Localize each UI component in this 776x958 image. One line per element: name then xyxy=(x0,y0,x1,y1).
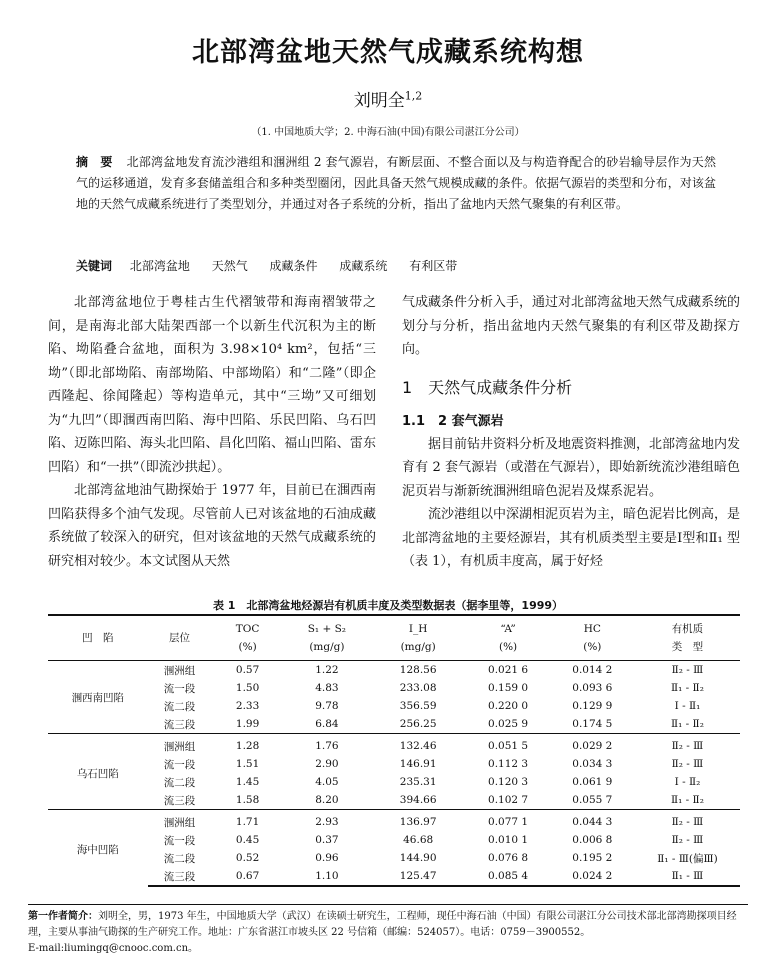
table-cell: 流三段 xyxy=(148,867,212,886)
author-line xyxy=(0,86,776,111)
body-paragraph: 气成藏条件分析入手，通过对北部湾盆地天然气成藏系统的划分与分析，指出盆地内天然气聚集的有利区带及勘探方向。 xyxy=(402,295,741,357)
table-cell: 0.129 9 xyxy=(572,700,613,712)
table-cell: 涠洲组 xyxy=(148,810,212,832)
table-header-cell xyxy=(211,615,283,661)
keyword: 成藏系统 xyxy=(339,259,388,273)
footnote xyxy=(28,904,748,957)
table-cell: 0.014 2 xyxy=(572,664,613,676)
header-label: TOC xyxy=(235,623,260,635)
header-label: S₁ + S₂ xyxy=(307,623,347,635)
left-column xyxy=(48,291,376,573)
abstract-label: 摘 要 xyxy=(76,155,113,169)
table-cell: 1.58 xyxy=(235,794,260,806)
subsection-heading: 1.1 2 套气源岩 xyxy=(402,413,504,429)
header-label: “A” xyxy=(500,623,516,635)
table-cell: 2.33 xyxy=(235,700,260,712)
table-cell: 0.195 2 xyxy=(572,852,613,864)
table-cell: 6.84 xyxy=(315,718,339,730)
table-cell: 流三段 xyxy=(163,718,196,731)
table-header-cell xyxy=(370,615,466,661)
table-header-cell xyxy=(48,615,148,661)
table-cell: 1.71 xyxy=(211,810,283,832)
table-cell: 0.37 xyxy=(315,834,339,846)
table-header-row xyxy=(48,615,740,661)
header-label: 凹 陷 xyxy=(82,632,114,644)
header-unit: (%) xyxy=(498,641,518,653)
table-cell: 0.051 5 xyxy=(466,734,549,756)
table-row xyxy=(48,755,740,773)
depression-cell: 乌石凹陷 xyxy=(48,734,148,810)
table-cell: 1.50 xyxy=(235,682,260,694)
table-cell: Ⅱ₂ - Ⅲ xyxy=(635,734,740,756)
table-row xyxy=(48,679,740,697)
table-cell: 4.83 xyxy=(315,682,339,694)
keywords xyxy=(76,257,475,274)
table-cell: 0.57 xyxy=(235,664,260,676)
table-cell: 46.68 xyxy=(403,834,434,846)
footnote-label: 第一作者简介： xyxy=(28,911,98,922)
table-cell: 0.174 5 xyxy=(572,718,613,730)
table-cell: 1.22 xyxy=(315,664,339,676)
table-cell: 256.25 xyxy=(399,718,437,730)
table-cell: 146.91 xyxy=(399,758,437,770)
keywords-label: 关键词 xyxy=(76,259,113,273)
table-cell: 1.76 xyxy=(284,734,370,756)
table-cell: Ⅰ - Ⅱ₁ xyxy=(674,700,701,712)
table-cell: 2.90 xyxy=(315,758,339,770)
footnote-text: 刘明全，男，1973 年生，中国地质大学（武汉）在读硕士研究生，工程师，现任中海石油（中国）有限公司湛江分公司技术部北部湾勘探项目经理，主要从事油气勘探的生产研究工作。地址：广东省湛江市坡头区 22 号信箱（邮编：524057）。电话：0759－3900552。 xyxy=(28,911,737,938)
table-cell: 0.159 0 xyxy=(488,682,529,694)
table-cell: Ⅱ₂ - Ⅲ xyxy=(671,834,704,846)
author-affiliation-marks: 1,2 xyxy=(404,89,423,103)
table-cell: 流二段 xyxy=(163,776,196,789)
table-cell: 0.006 8 xyxy=(572,834,613,846)
table-cell: Ⅰ - Ⅱ₂ xyxy=(674,776,701,788)
table-row xyxy=(48,867,740,886)
section-heading: 1 天然气成藏条件分析 xyxy=(402,377,573,397)
table-row xyxy=(48,773,740,791)
table-cell: 0.029 2 xyxy=(550,734,635,756)
table-cell: 0.220 0 xyxy=(488,700,529,712)
table-cell: 涠洲组 xyxy=(163,664,196,677)
table-cell: 233.08 xyxy=(399,682,437,694)
table-cell: Ⅱ₂ - Ⅲ xyxy=(635,810,740,832)
table-cell: 流一段 xyxy=(163,758,196,771)
keyword: 有利区带 xyxy=(409,259,458,273)
table-row xyxy=(48,791,740,810)
affiliation: （1. 中国地质大学；2. 中海石油(中国)有限公司湛江分公司） xyxy=(251,127,525,138)
table-cell: 394.66 xyxy=(399,794,437,806)
keyword: 天然气 xyxy=(211,259,248,273)
table-cell: 2.93 xyxy=(284,810,370,832)
table-cell: 0.061 9 xyxy=(572,776,613,788)
keyword: 成藏条件 xyxy=(269,259,318,273)
table-cell: Ⅱ₁ - Ⅲ xyxy=(635,867,740,886)
header-label: 层位 xyxy=(169,632,190,644)
table-header-cell xyxy=(466,615,549,661)
table-cell: 0.044 3 xyxy=(550,810,635,832)
table-cell: 128.56 xyxy=(399,664,437,676)
table-cell: 流一段 xyxy=(163,682,196,695)
table-row xyxy=(48,849,740,867)
table-cell: 0.024 2 xyxy=(550,867,635,886)
table-cell: 8.20 xyxy=(315,794,339,806)
table-cell: 0.021 6 xyxy=(488,664,529,676)
body-paragraph: 北部湾盆地位于粤桂古生代褶皱带和海南褶皱带之间，是南海北部大陆架西部一个以新生代沉积为主的断陷、坳陷叠合盆地，面积为 3.98×10⁴ km²，包括“三坳”（即北部坳陷、南部坳陷、中部坳陷）和“二隆”（即企西隆起、徐闻隆起）等构造单元，其中“三坳”又可细划为“九凹”（即涠西南凹陷、海中凹陷、乐民凹陷、乌石凹陷、迈陈凹陷、海头北凹陷、昌化凹陷、福山凹陷、雷东凹陷）和“一拱”（即流沙拱起）。 xyxy=(48,295,376,475)
table-cell: 1.28 xyxy=(211,734,283,756)
table-cell: 0.055 7 xyxy=(572,794,613,806)
header-label: 有机质 xyxy=(671,623,704,635)
table-row xyxy=(48,831,740,849)
depression-cell: 海中凹陷 xyxy=(48,810,148,887)
abstract-text: 北部湾盆地发育流沙港组和涠洲组 2 套气源岩，有断层面、不整合面以及与构造脊配合的砂岩输导层作为天然气的运移通道，发育多套储盖组合和多种类型圈闭，因此具备天然气规模成藏的条件。依据气源岩的类型和分布，对该盆地的天然气成藏系统进行了类型划分，并通过对各子系统的分析，指出了盆地内天然气聚集的有利区带。 xyxy=(76,155,716,211)
table-cell: 0.034 3 xyxy=(572,758,613,770)
table-cell: 0.52 xyxy=(235,852,260,864)
header-unit: (%) xyxy=(583,641,602,653)
table-cell: 144.90 xyxy=(399,852,437,864)
table-row xyxy=(48,810,740,832)
table-cell: 9.78 xyxy=(315,700,339,712)
table-header-cell xyxy=(148,615,212,661)
body-paragraph: 流沙港组以中深湖相泥页岩为主，暗色泥岩比例高，是北部湾盆地的主要烃源岩，其有机质类型主要是Ⅰ型和Ⅱ₁ 型（表 1），有机质丰度高，属于好烃 xyxy=(402,507,741,569)
table-header-cell xyxy=(550,615,635,661)
table-cell: Ⅱ₂ - Ⅲ xyxy=(671,758,704,770)
table-cell: Ⅱ₂ - Ⅲ xyxy=(671,664,704,676)
header-unit: 类 型 xyxy=(671,641,704,653)
table-cell: 1.10 xyxy=(284,867,370,886)
table-cell: 流二段 xyxy=(163,700,196,713)
table-cell: 0.112 3 xyxy=(488,758,529,770)
table-row xyxy=(48,661,740,680)
header-unit: (mg/g) xyxy=(309,641,345,653)
table-cell: 4.05 xyxy=(315,776,339,788)
table-cell: 0.120 3 xyxy=(488,776,529,788)
table-body xyxy=(48,661,740,887)
table-cell: 流一段 xyxy=(163,834,196,847)
table-cell: 136.97 xyxy=(370,810,466,832)
depression-cell: 涠西南凹陷 xyxy=(71,691,125,704)
table-cell: 235.31 xyxy=(399,776,437,788)
table-caption: 表 1 北部湾盆地烃源岩有机质丰度及类型数据表（据李里等，1999） xyxy=(212,599,564,612)
header-unit: (mg/g) xyxy=(400,641,436,653)
keyword: 北部湾盆地 xyxy=(129,259,190,273)
table-cell: Ⅱ₁ - Ⅲ(偏Ⅲ) xyxy=(657,852,718,865)
source-rock-table xyxy=(48,614,740,887)
table-cell: 0.076 8 xyxy=(488,852,529,864)
body-paragraph: 北部湾盆地油气勘探始于 1977 年，目前已在涠西南凹陷获得多个油气发现。尽管前人已对该盆地的石油成藏系统做了较深入的研究，但对该盆地的天然气成藏系统的研究相对较少。本文试图从天然 xyxy=(48,483,376,569)
table-row xyxy=(48,734,740,756)
table-cell: 0.093 6 xyxy=(572,682,613,694)
header-label: I_H xyxy=(408,623,428,635)
table-cell: 125.47 xyxy=(370,867,466,886)
table-cell: Ⅱ₁ - Ⅱ₂ xyxy=(670,794,704,806)
table-cell: 1.99 xyxy=(235,718,260,730)
table-cell: 流三段 xyxy=(163,794,196,807)
table-cell: 0.025 9 xyxy=(488,718,529,730)
table-cell: 0.077 1 xyxy=(466,810,549,832)
table-cell: Ⅱ₁ - Ⅱ₂ xyxy=(670,682,704,694)
table-row xyxy=(48,697,740,715)
table-cell: 0.45 xyxy=(235,834,260,846)
table-cell: 0.085 4 xyxy=(466,867,549,886)
paper-title: 北部湾盆地天然气成藏系统构想 xyxy=(192,37,584,68)
table-cell: 1.51 xyxy=(235,758,260,770)
table-cell: 356.59 xyxy=(399,700,437,712)
author-name: 刘明全 xyxy=(353,91,405,111)
footnote-email: E-mail:liumingq@cnooc.com.cn。 xyxy=(28,943,199,954)
body-paragraph: 据目前钻井资料分析及地震资料推测，北部湾盆地内发育有 2 套气源岩（或潜在气源岩），即始新统流沙港组暗色泥页岩与渐新统涠洲组暗色泥岩及煤系泥岩。 xyxy=(402,436,741,499)
table-header-cell xyxy=(284,615,370,661)
table-row xyxy=(48,715,740,734)
table-cell: Ⅱ₁ - Ⅱ₂ xyxy=(670,718,704,730)
abstract xyxy=(76,152,716,215)
header-unit: (%) xyxy=(238,641,257,653)
table-cell: 0.96 xyxy=(315,852,339,864)
table-cell: 0.102 7 xyxy=(488,794,529,806)
table-cell: 涠洲组 xyxy=(148,734,212,756)
table-cell: 1.45 xyxy=(235,776,260,788)
table-header-cell xyxy=(635,615,740,661)
table-cell: 132.46 xyxy=(370,734,466,756)
table-cell: 0.67 xyxy=(211,867,283,886)
right-column xyxy=(402,291,740,574)
table-cell: 流二段 xyxy=(163,852,196,865)
table-cell: 0.010 1 xyxy=(488,834,529,846)
header-label: HC xyxy=(583,623,601,635)
